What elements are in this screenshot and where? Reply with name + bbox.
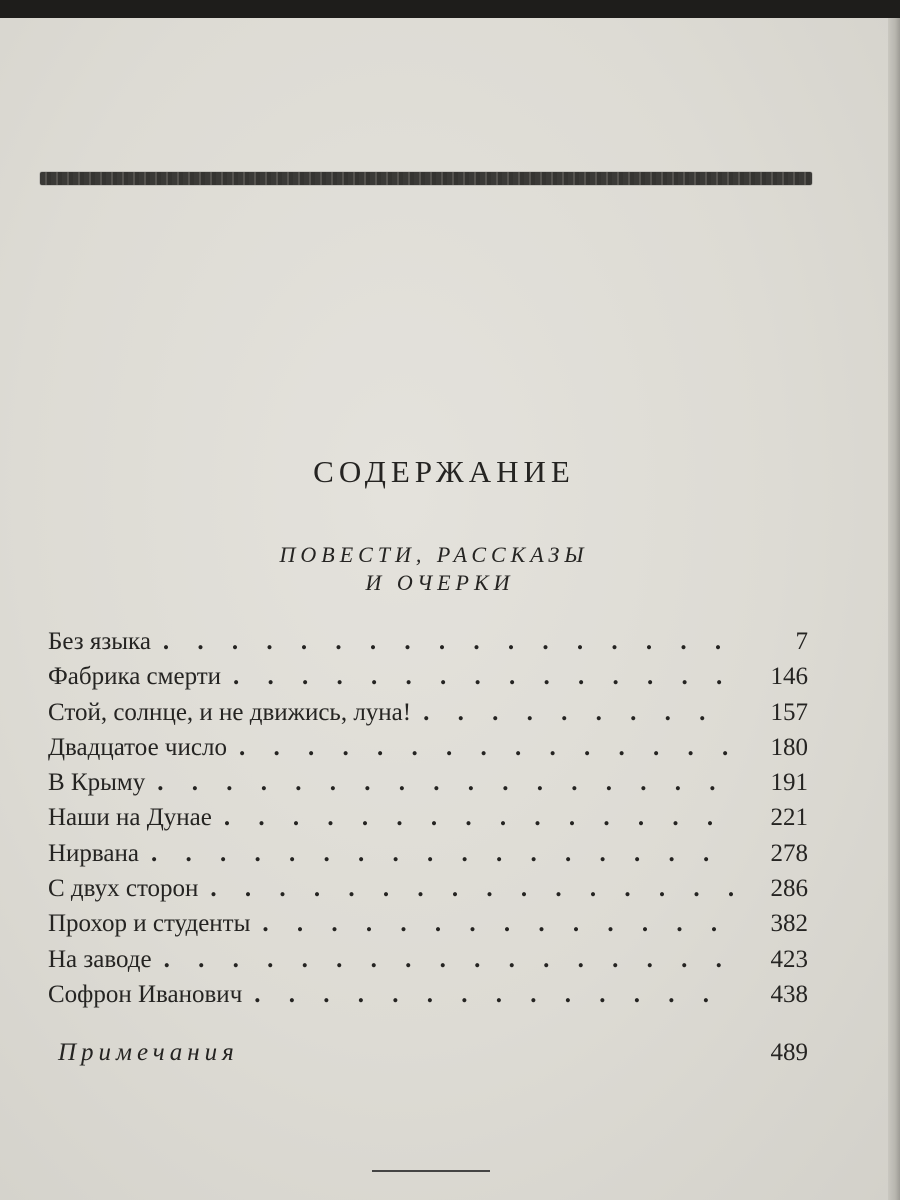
toc-entry-page: 286: [770, 875, 808, 903]
toc-entry: [48, 906, 808, 941]
dot-leader: [224, 800, 734, 835]
toc-entry: [48, 942, 808, 977]
toc-entry-page: 180: [770, 733, 808, 761]
toc-entry-page: 438: [770, 980, 808, 1008]
toc-entry-title: Двадцатое число: [48, 733, 227, 761]
toc-entry-title: Фабрика смерти: [48, 663, 222, 691]
toc-entry-title: Нирвана: [48, 839, 139, 867]
toc-entry: [48, 659, 808, 694]
dot-leader: [151, 836, 734, 871]
toc-entry-page: 157: [770, 698, 808, 726]
page-edge: [888, 18, 900, 1200]
toc-entry-title: Софрон Иванович: [48, 980, 243, 1008]
toc-entry: [48, 977, 808, 1012]
toc-entry-page: 382: [770, 910, 808, 938]
toc-entry: [48, 730, 808, 765]
toc-entry-title: В Крыму: [48, 769, 146, 797]
toc-entry: [48, 836, 808, 871]
toc-entry-page: 278: [770, 839, 808, 867]
toc-entry-page: 423: [770, 945, 808, 973]
toc-entry-page: 146: [770, 663, 808, 691]
book-page: [0, 18, 888, 1200]
toc-entry-page: 221: [770, 804, 808, 832]
toc-entry: [48, 871, 808, 906]
top-ornamental-rule: [40, 172, 812, 185]
toc-entry-page: 191: [770, 769, 808, 797]
toc-entry: [48, 695, 808, 730]
dot-leader: [423, 695, 734, 730]
toc-entry-title: Стой, солнце, и не движись, луна!: [48, 698, 412, 726]
table-of-contents: [48, 624, 808, 1071]
notes-page: 489: [770, 1039, 808, 1067]
toc-entry-title: Без языка: [48, 628, 151, 655]
toc-entry: [48, 765, 808, 800]
dot-leader: [239, 730, 734, 765]
section-title-line-1: ПОВЕСТИ, РАССКАЗЫ: [279, 542, 589, 567]
dot-leader: [262, 906, 734, 941]
contents-title: СОДЕРЖАНИЕ: [313, 454, 575, 489]
toc-entry-title: Наши на Дунае: [48, 804, 212, 832]
dot-leader: [163, 624, 734, 659]
toc-notes-entry: [48, 1035, 808, 1070]
toc-entry-title: На заводе: [48, 945, 152, 973]
toc-entry: [48, 800, 808, 835]
toc-entry: [48, 624, 808, 659]
bottom-short-rule: [372, 1170, 490, 1172]
dot-leader: [210, 871, 734, 906]
dot-leader: [164, 942, 734, 977]
dot-leader: [233, 659, 734, 694]
dot-leader: [157, 765, 734, 800]
toc-entry-page: 7: [795, 628, 808, 655]
dot-leader: [254, 977, 734, 1012]
toc-entry-title: Прохор и студенты: [48, 910, 251, 938]
toc-entry-title: С двух сторон: [48, 875, 199, 903]
notes-title: Примечания: [58, 1039, 239, 1067]
section-title-line-2: И ОЧЕРКИ: [365, 570, 515, 595]
